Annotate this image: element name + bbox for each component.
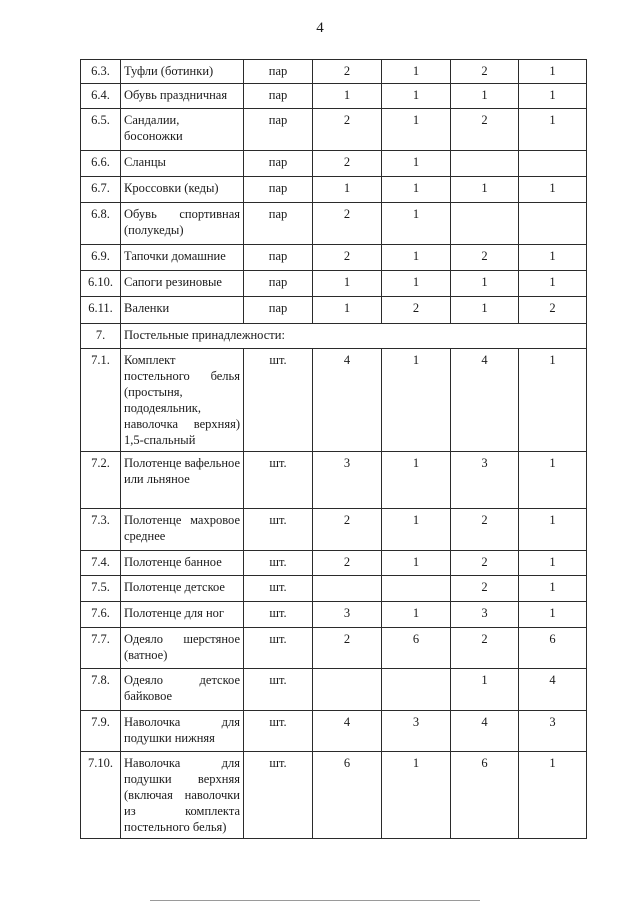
page-number: 4 bbox=[316, 20, 324, 36]
unit-cell: пар bbox=[244, 245, 313, 271]
quantity-cell-3: 3 bbox=[451, 452, 519, 509]
item-name: Сапоги резиновые bbox=[121, 271, 244, 297]
row-number: 7.10. bbox=[81, 752, 121, 839]
quantity-cell-4 bbox=[519, 203, 587, 245]
quantity-cell-1: 1 bbox=[313, 177, 382, 203]
quantity-cell-2: 3 bbox=[382, 711, 451, 752]
row-number: 6.8. bbox=[81, 203, 121, 245]
row-number: 7.6. bbox=[81, 602, 121, 628]
quantity-cell-1: 2 bbox=[313, 551, 382, 576]
quantity-cell-3: 1 bbox=[451, 297, 519, 324]
table-row bbox=[81, 151, 587, 177]
quantity-cell-1: 2 bbox=[313, 109, 382, 151]
quantity-cell-2: 1 bbox=[382, 452, 451, 509]
quantity-cell-2: 1 bbox=[382, 151, 451, 177]
quantity-cell-1: 3 bbox=[313, 602, 382, 628]
quantity-cell-3: 2 bbox=[451, 245, 519, 271]
unit-cell: шт. bbox=[244, 349, 313, 452]
quantity-cell-3: 2 bbox=[451, 509, 519, 551]
norms-table bbox=[80, 59, 587, 839]
quantity-cell-1: 2 bbox=[313, 245, 382, 271]
unit-cell: пар bbox=[244, 203, 313, 245]
item-name: Одеяло шерстяное (ватное) bbox=[121, 628, 244, 669]
item-name: Одеяло детское байковое bbox=[121, 669, 244, 711]
quantity-cell-1: 2 bbox=[313, 203, 382, 245]
table-row bbox=[81, 452, 587, 509]
unit-cell: шт. bbox=[244, 711, 313, 752]
quantity-cell-3: 1 bbox=[451, 84, 519, 109]
quantity-cell-3: 4 bbox=[451, 349, 519, 452]
row-number: 6.11. bbox=[81, 297, 121, 324]
quantity-cell-2 bbox=[382, 669, 451, 711]
unit-cell: шт. bbox=[244, 509, 313, 551]
quantity-cell-3 bbox=[451, 203, 519, 245]
item-name: Полотенце махровое среднее bbox=[121, 509, 244, 551]
quantity-cell-2: 1 bbox=[382, 245, 451, 271]
table-row bbox=[81, 576, 587, 602]
unit-cell: пар bbox=[244, 84, 313, 109]
unit-cell: пар bbox=[244, 297, 313, 324]
unit-cell: шт. bbox=[244, 602, 313, 628]
row-number: 7.8. bbox=[81, 669, 121, 711]
table-row bbox=[81, 509, 587, 551]
quantity-cell-3: 2 bbox=[451, 576, 519, 602]
unit-cell: шт. bbox=[244, 628, 313, 669]
unit-cell: пар bbox=[244, 151, 313, 177]
quantity-cell-3: 3 bbox=[451, 602, 519, 628]
quantity-cell-2: 1 bbox=[382, 271, 451, 297]
quantity-cell-1: 2 bbox=[313, 60, 382, 84]
table-row bbox=[81, 109, 587, 151]
quantity-cell-4: 1 bbox=[519, 509, 587, 551]
item-name: Обувь праздничная bbox=[121, 84, 244, 109]
quantity-cell-1: 1 bbox=[313, 84, 382, 109]
quantity-cell-4: 1 bbox=[519, 551, 587, 576]
quantity-cell-2: 1 bbox=[382, 177, 451, 203]
quantity-cell-4: 1 bbox=[519, 452, 587, 509]
section-title: Постельные принадлежности: bbox=[121, 324, 587, 349]
quantity-cell-3: 4 bbox=[451, 711, 519, 752]
quantity-cell-4: 1 bbox=[519, 245, 587, 271]
quantity-cell-4: 1 bbox=[519, 602, 587, 628]
quantity-cell-2: 1 bbox=[382, 551, 451, 576]
row-number: 7.9. bbox=[81, 711, 121, 752]
quantity-cell-2: 2 bbox=[382, 297, 451, 324]
quantity-cell-2: 6 bbox=[382, 628, 451, 669]
quantity-cell-2: 1 bbox=[382, 109, 451, 151]
quantity-cell-4: 1 bbox=[519, 576, 587, 602]
table-row bbox=[81, 271, 587, 297]
item-name: Полотенце детское bbox=[121, 576, 244, 602]
table-body bbox=[81, 60, 587, 839]
footer-rule bbox=[150, 900, 480, 901]
table-row bbox=[81, 752, 587, 839]
quantity-cell-3: 2 bbox=[451, 109, 519, 151]
quantity-cell-3: 2 bbox=[451, 551, 519, 576]
unit-cell: шт. bbox=[244, 669, 313, 711]
unit-cell: шт. bbox=[244, 752, 313, 839]
row-number: 7.3. bbox=[81, 509, 121, 551]
quantity-cell-3: 6 bbox=[451, 752, 519, 839]
row-number: 6.7. bbox=[81, 177, 121, 203]
unit-cell: пар bbox=[244, 109, 313, 151]
table-row bbox=[81, 551, 587, 576]
unit-cell: пар bbox=[244, 271, 313, 297]
quantity-cell-3: 1 bbox=[451, 669, 519, 711]
unit-cell: шт. bbox=[244, 576, 313, 602]
quantity-cell-4: 2 bbox=[519, 297, 587, 324]
quantity-cell-3: 2 bbox=[451, 60, 519, 84]
quantity-cell-2: 1 bbox=[382, 752, 451, 839]
quantity-cell-4: 1 bbox=[519, 177, 587, 203]
quantity-cell-3: 1 bbox=[451, 177, 519, 203]
row-number: 6.6. bbox=[81, 151, 121, 177]
quantity-cell-1 bbox=[313, 669, 382, 711]
item-name: Комплект постельного белья (простыня, пододеяльник, наволочка верхняя) 1,5-спальный bbox=[121, 349, 244, 452]
unit-cell: пар bbox=[244, 177, 313, 203]
quantity-cell-1 bbox=[313, 576, 382, 602]
table-row bbox=[81, 60, 587, 84]
row-number: 7.2. bbox=[81, 452, 121, 509]
quantity-cell-2 bbox=[382, 576, 451, 602]
quantity-cell-2: 1 bbox=[382, 84, 451, 109]
quantity-cell-1: 2 bbox=[313, 509, 382, 551]
quantity-cell-2: 1 bbox=[382, 203, 451, 245]
item-name: Обувь спортивная (полукеды) bbox=[121, 203, 244, 245]
item-name: Туфли (ботинки) bbox=[121, 60, 244, 84]
quantity-cell-4: 1 bbox=[519, 84, 587, 109]
section-row bbox=[81, 324, 587, 349]
quantity-cell-1: 1 bbox=[313, 271, 382, 297]
quantity-cell-4: 4 bbox=[519, 669, 587, 711]
row-number: 6.4. bbox=[81, 84, 121, 109]
quantity-cell-4: 1 bbox=[519, 109, 587, 151]
table-row bbox=[81, 177, 587, 203]
quantity-cell-1: 4 bbox=[313, 711, 382, 752]
table-row bbox=[81, 84, 587, 109]
quantity-cell-3: 1 bbox=[451, 271, 519, 297]
quantity-cell-4 bbox=[519, 151, 587, 177]
quantity-cell-2: 1 bbox=[382, 60, 451, 84]
item-name: Полотенце банное bbox=[121, 551, 244, 576]
unit-cell: шт. bbox=[244, 551, 313, 576]
quantity-cell-2: 1 bbox=[382, 509, 451, 551]
table-row bbox=[81, 297, 587, 324]
row-number: 7.5. bbox=[81, 576, 121, 602]
row-number: 6.10. bbox=[81, 271, 121, 297]
item-name: Кроссовки (кеды) bbox=[121, 177, 244, 203]
unit-cell: шт. bbox=[244, 452, 313, 509]
row-number: 6.9. bbox=[81, 245, 121, 271]
table-row bbox=[81, 628, 587, 669]
table-row bbox=[81, 711, 587, 752]
quantity-cell-4: 3 bbox=[519, 711, 587, 752]
table-row bbox=[81, 245, 587, 271]
unit-cell: пар bbox=[244, 60, 313, 84]
quantity-cell-4: 1 bbox=[519, 271, 587, 297]
item-name: Тапочки домашние bbox=[121, 245, 244, 271]
quantity-cell-2: 1 bbox=[382, 602, 451, 628]
quantity-cell-4: 1 bbox=[519, 349, 587, 452]
table-row bbox=[81, 602, 587, 628]
table-row bbox=[81, 349, 587, 452]
quantity-cell-4: 1 bbox=[519, 752, 587, 839]
item-name: Валенки bbox=[121, 297, 244, 324]
row-number: 7. bbox=[81, 324, 121, 349]
item-name: Сланцы bbox=[121, 151, 244, 177]
quantity-cell-1: 2 bbox=[313, 628, 382, 669]
item-name: Наволочка для подушки верхняя (включая наволочки из комплекта постельного белья) bbox=[121, 752, 244, 839]
quantity-cell-1: 2 bbox=[313, 151, 382, 177]
quantity-cell-3: 2 bbox=[451, 628, 519, 669]
item-name: Сандалии, босоножки bbox=[121, 109, 244, 151]
item-name: Полотенце для ног bbox=[121, 602, 244, 628]
quantity-cell-2: 1 bbox=[382, 349, 451, 452]
table-row bbox=[81, 669, 587, 711]
quantity-cell-1: 3 bbox=[313, 452, 382, 509]
quantity-cell-1: 4 bbox=[313, 349, 382, 452]
item-name: Полотенце вафельное или льняное bbox=[121, 452, 244, 509]
quantity-cell-1: 1 bbox=[313, 297, 382, 324]
row-number: 7.4. bbox=[81, 551, 121, 576]
quantity-cell-1: 6 bbox=[313, 752, 382, 839]
item-name: Наволочка для подушки нижняя bbox=[121, 711, 244, 752]
row-number: 6.3. bbox=[81, 60, 121, 84]
row-number: 6.5. bbox=[81, 109, 121, 151]
quantity-cell-4: 6 bbox=[519, 628, 587, 669]
table-row bbox=[81, 203, 587, 245]
quantity-cell-4: 1 bbox=[519, 60, 587, 84]
quantity-cell-3 bbox=[451, 151, 519, 177]
row-number: 7.1. bbox=[81, 349, 121, 452]
row-number: 7.7. bbox=[81, 628, 121, 669]
